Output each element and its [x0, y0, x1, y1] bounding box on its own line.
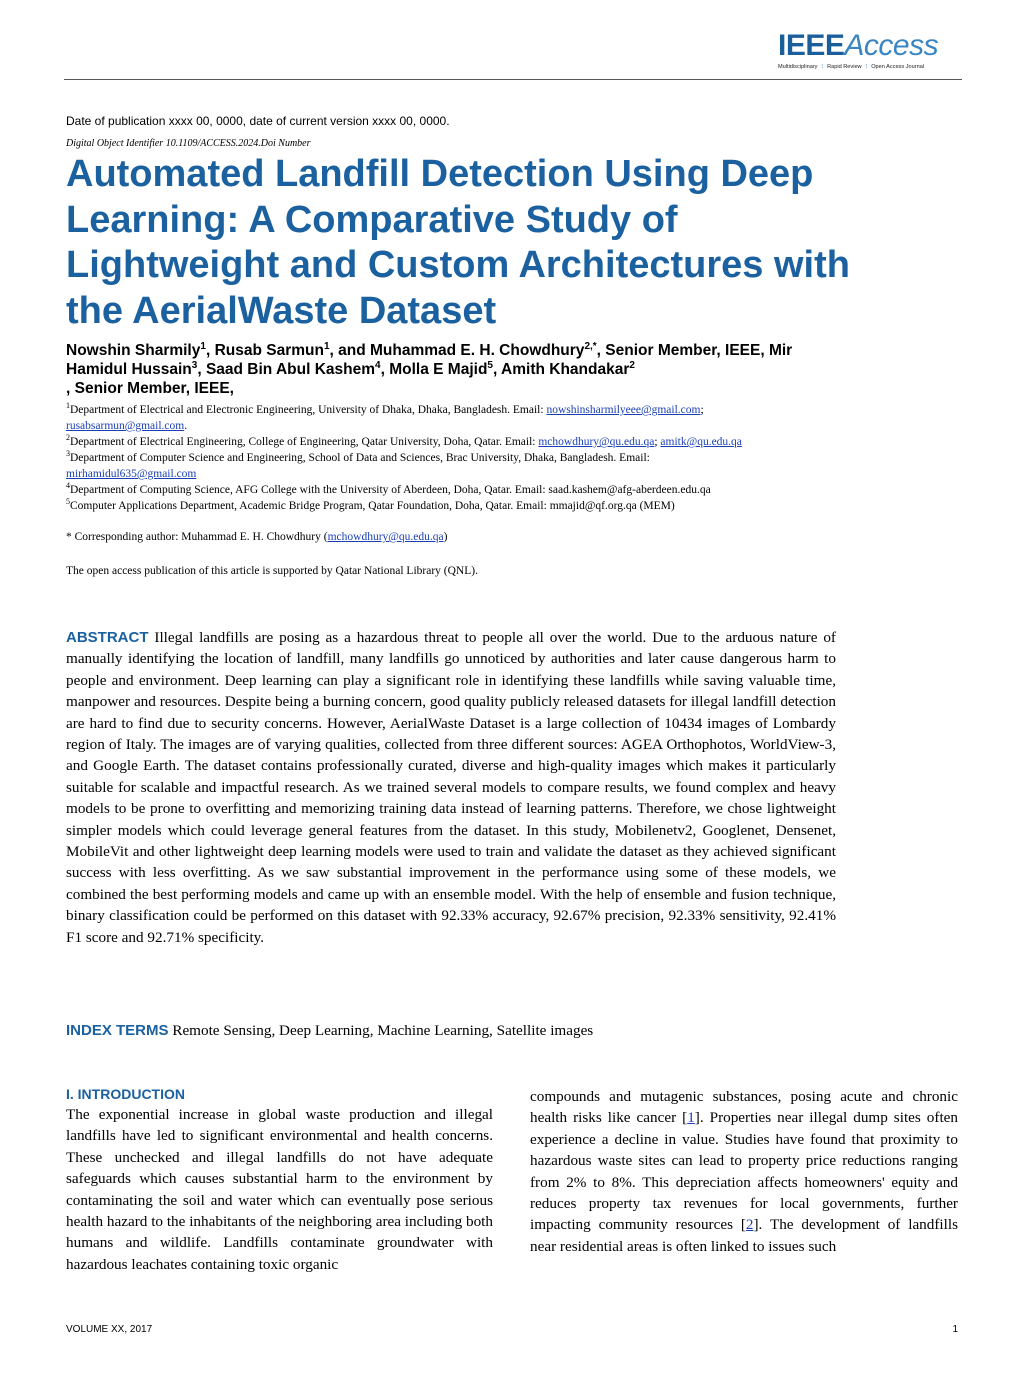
author-name: Amith Khandakar: [501, 361, 630, 378]
author-name: Molla E Majid: [389, 361, 488, 378]
affiliation-4: [66, 482, 866, 498]
tagline-open-access: Open Access Journal: [871, 64, 925, 70]
author-name: Muhammad E. H. Chowdhury: [370, 342, 585, 359]
affil-text: Department of Electrical Engineering, College of Engineering, Qatar University, Doha, Qatar. Email:: [70, 436, 539, 448]
author-name: Mir Hamidul Hussain: [66, 342, 793, 378]
logo-ieee: IEEE: [778, 29, 845, 62]
email-link[interactable]: mchowdhury@qu.edu.qa: [538, 436, 655, 448]
intro-text: compounds and mutagenic substances, posing acute and chronic health risks like cancer [: [530, 1088, 958, 1127]
tagline-multidisciplinary: Multidisciplinary: [778, 64, 818, 70]
corresponding-author: [66, 529, 866, 545]
affiliation-1: [66, 402, 866, 434]
affil-sup: 1: [66, 401, 70, 411]
author-sep: , and: [329, 342, 370, 359]
author-affil-sup: 1: [323, 340, 330, 352]
abstract-text: Illegal landfills are posing as a hazardous threat to people all over the world. Due to the arduous nature of manually identifying the location of landfill, many landfills go unnoticed by authorities and later cause dangerous harm to people and environment. Deep learning can play a significant role in identifying these landfills while saving valuable time, manpower and resources. Despite being a burning concern, good quality publicly released datasets for illegal landfill detection are hard to find due to security concerns. However, AerialWaste Dataset is a large collection of 10434 images of Lombardy region of Italy. The images are of varying qualities, collected from three different sources: AGEA Orthophotos, WorldView-3, and Google Earth. The dataset contains professionally curated, diverse and high-quality images which makes it particularly suitable for scalable and impactful research. As we trained several models to compare results, we found complex and heavy models to be prone to overfitting and memorizing training data instead of learning patterns. Therefore, we chose lightweight simpler models which could leverage general features from the dataset. In this study, Mobilenetv2, Googlenet, Densenet, MobileVit and other lightweight deep learning models were used to train and validate the dataset as they achieved significant success with less overfitting. As we saw substantial improvement in the performance using some of these models, we combined the best performing models and came up with an ensemble model. With the help of ensemble and fusion technique, binary classification could be performed on this dataset with 92.33% accuracy, 92.67% precision, 92.33% sensitivity, 92.41% F1 score and 92.71% specificity.: [66, 629, 836, 946]
affil-sup: 5: [66, 497, 70, 507]
author-role: , Senior Member, IEEE,: [596, 342, 769, 359]
tagline-rapid-review: Rapid Review: [827, 64, 862, 70]
intro-right-column: [530, 1086, 958, 1257]
author-name: Saad Bin Abul Kashem: [205, 361, 376, 378]
index-terms-text: Remote Sensing, Deep Learning, Machine Learning, Satellite images: [172, 1022, 594, 1039]
header-rule: [64, 79, 962, 80]
affil-sep: ;: [700, 404, 704, 416]
logo-tagline: [778, 64, 958, 70]
doi: Digital Object Identifier 10.1109/ACCESS.2024.Doi Number: [66, 138, 311, 149]
author-affil-sup: 2: [629, 359, 635, 371]
tagline-separator: ⋮: [863, 64, 870, 70]
affiliation-5: [66, 498, 866, 514]
author-sep: ,: [197, 361, 206, 378]
affiliations: [66, 402, 866, 514]
journal-logo: [778, 30, 958, 70]
email-link[interactable]: mirhamidul635@gmail.com: [66, 468, 197, 480]
abstract-label: ABSTRACT: [66, 629, 149, 646]
author-list: [66, 341, 856, 398]
abstract: [66, 627, 836, 948]
page-number: 1: [952, 1324, 958, 1335]
index-terms-label: INDEX TERMS: [66, 1022, 169, 1039]
citation-link[interactable]: 2: [745, 1216, 754, 1234]
corresp-suffix: ): [443, 531, 448, 543]
author-name: Rusab Sarmun: [214, 342, 324, 359]
affil-text: Department of Electrical and Electronic Engineering, University of Dhaka, Dhaka, Bangladesh. Email:: [70, 404, 547, 416]
email-link[interactable]: amitk@qu.edu.qa: [660, 436, 742, 448]
author-sep: ,: [492, 361, 502, 378]
affiliation-2: [66, 434, 866, 450]
logo-wordmark: [778, 30, 958, 62]
author-affil-sup: 4: [375, 359, 381, 371]
author-affil-sup: 5: [487, 359, 493, 371]
corresp-prefix: * Corresponding author: Muhammad E. H. Chowdhury (: [66, 531, 328, 543]
citation-link[interactable]: 1: [687, 1109, 695, 1127]
author-affil-sup: 1: [200, 340, 206, 352]
email-link[interactable]: nowshinsharmilyeee@gmail.com: [546, 404, 701, 416]
paper-title: Automated Landfill Detection Using Deep Learning: A Comparative Study of Lightweight and Custom Architectures with the AerialWaste Dataset: [66, 153, 850, 332]
affil-text: Department of Computing Science, AFG College with the University of Aberdeen, Doha, Qatar. Email: saad.kashem@afg-aberdeen.edu.qa: [70, 484, 711, 496]
author-affil-sup: 3: [191, 359, 198, 371]
author-affil-sup: 2,*: [584, 340, 597, 352]
author-sep: ,: [380, 361, 390, 378]
intro-text: ]. The development of landfills near residential areas is often linked to issues such: [530, 1216, 958, 1255]
affil-sup: 4: [66, 481, 70, 491]
publication-date: Date of publication xxxx 00, 0000, date of current version xxxx 00, 0000.: [66, 114, 450, 128]
index-terms: [66, 1020, 866, 1041]
email-link[interactable]: rusabsarmun@gmail.com: [66, 420, 185, 432]
author-role: , Senior Member, IEEE,: [66, 380, 234, 397]
author-sep: ,: [205, 342, 215, 359]
email-link[interactable]: mchowdhury@qu.edu.qa: [327, 531, 444, 543]
author-name: Nowshin Sharmily: [66, 342, 201, 359]
affil-text: Computer Applications Department, Academic Bridge Program, Qatar Foundation, Doha, Qatar. Email: mmajid@qf.org.qa (MEM): [70, 500, 675, 512]
affil-text: Department of Computer Science and Engineering, School of Data and Sciences, Brac University, Dhaka, Bangladesh. Email:: [70, 452, 650, 464]
intro-left-column: The exponential increase in global waste production and illegal landfills have led to significant environmental and health concerns. These unchecked and illegal landfills do not have adequate safeguards which causes substantial harm to the environment by contaminating the soil and water which can eventually pose serious health hazard to the inhabitants of the neighboring area including both humans and wildlife. Landfills contaminate groundwater with hazardous leachates containing toxic organic: [66, 1106, 493, 1273]
intro-text: ]. Properties near illegal dump sites often experience a decline in value. Studies have found that proximity to hazardous waste sites can lead to property price reductions ranging from 2% to 8%. This depreciation affects homeowners' equity and reduces property tax revenues for local governments, further impacting community resources [: [530, 1109, 959, 1234]
footer-volume: VOLUME XX, 2017: [66, 1324, 153, 1335]
funding-note: The open access publication of this article is supported by Qatar National Library (QNL).: [66, 565, 478, 577]
affiliation-3: [66, 450, 866, 482]
section-heading: I. INTRODUCTION: [66, 1086, 185, 1102]
affil-sup: 2: [66, 433, 70, 443]
affil-sup: 3: [66, 449, 70, 459]
logo-access: Access: [844, 29, 939, 62]
affil-sep: ;: [654, 436, 661, 448]
tagline-separator: ⋮: [819, 64, 826, 70]
affil-end: .: [184, 420, 188, 432]
